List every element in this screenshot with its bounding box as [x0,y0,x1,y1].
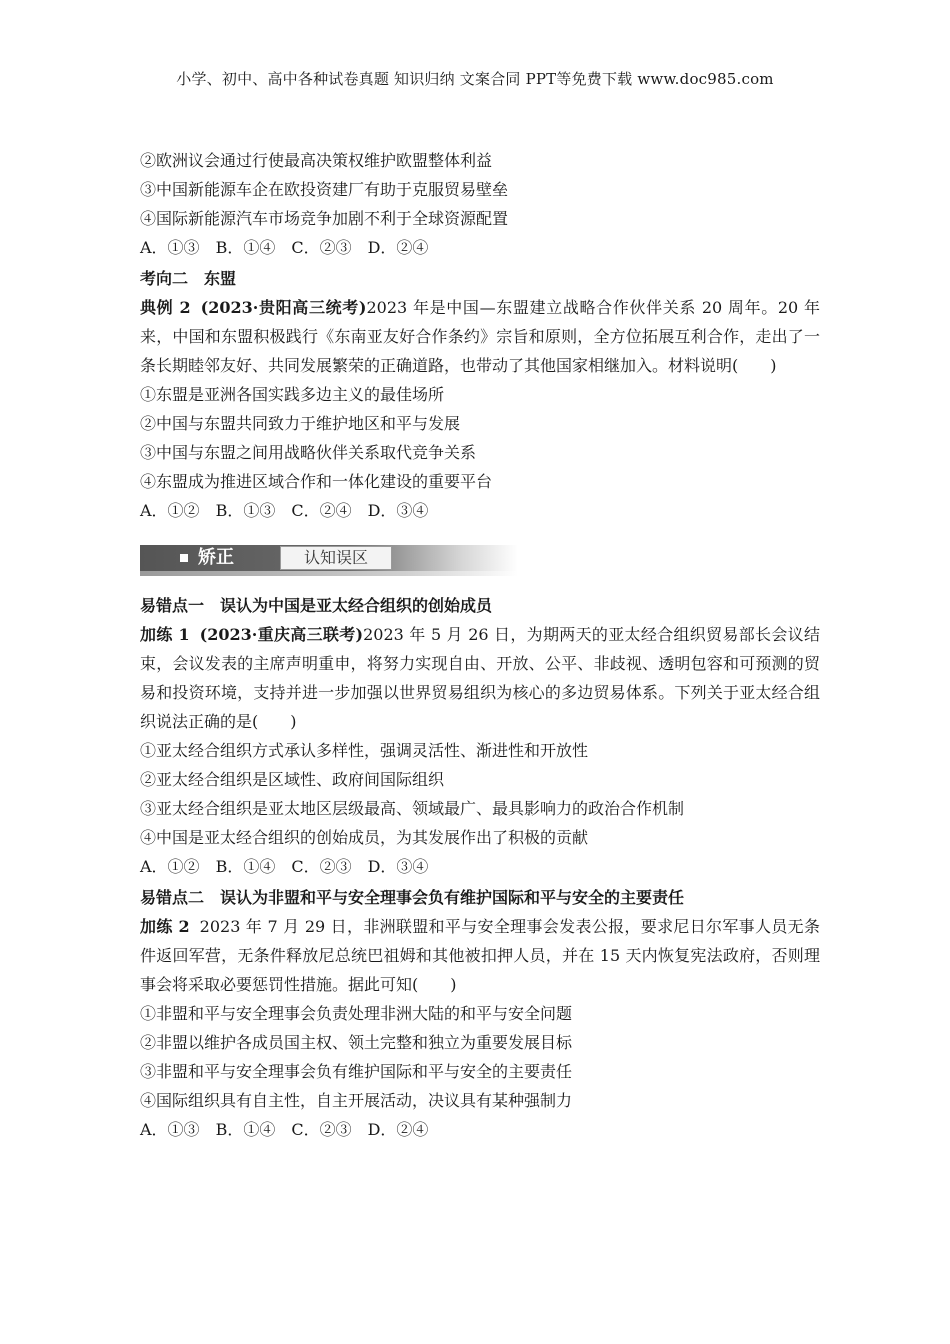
list-item: ③非盟和平与安全理事会负有维护国际和平与安全的主要责任 [140,1062,573,1081]
option-a: A．①③ [140,1120,200,1139]
list-item: ②非盟以维护各成员国主权、领土完整和独立为重要发展目标 [140,1033,573,1052]
banner-title: 矫正 [198,547,234,568]
answer-options [140,233,820,262]
option-b: B．①④ [215,1120,276,1139]
question-label: 典例 2 [140,298,191,317]
page-header: 小学、初中、高中各种试卷真题 知识归纳 文案合同 PPT等免费下载 www.doc985.com [176,70,774,88]
question-stem [140,912,820,999]
list-item: ①东盟是亚洲各国实践多边主义的最佳场所 [140,385,445,404]
question-stem [140,620,820,736]
answer-options [140,852,820,881]
option-d: D．③④ [367,501,429,520]
question-text: 2023 年 5 月 26 日，为期两天的亚太经合组织贸易部长会议结束，会议发表的主席声明重申，将努力实现自由、开放、公平、非歧视、透明包容和可预测的贸易和投资环境，支持并进一步加强以世界贸易组织为核心的多边贸易体系。下列关于亚太经合组织说法正确的是( ) [140,625,820,731]
list-item: ③中国新能源车企在欧投资建厂有助于克服贸易壁垒 [140,180,509,199]
square-bullet-icon [180,554,188,562]
banner-tab: 认知误区 [280,546,392,570]
answer-options [140,1115,820,1144]
option-c: C．②③ [291,238,352,257]
option-a: A．①③ [140,238,200,257]
question-text: 2023 年是中国—东盟建立战略合作伙伴关系 20 周年。20 年来，中国和东盟积极践行《东南亚友好合作条约》宗旨和原则，全方位拓展互利合作，走出了一条长期睦邻友好、共同发展繁荣的正确道路，也带动了其他国家相继加入。材料说明( ) [140,298,820,375]
list-item: ④东盟成为推进区域合作和一体化建设的重要平台 [140,472,493,491]
list-item: ④中国是亚太经合组织的创始成员，为其发展作出了积极的贡献 [140,828,589,847]
list-item: ②欧洲议会通过行使最高决策权维护欧盟整体利益 [140,151,493,170]
option-d: D．②④ [367,238,429,257]
list-item: ③中国与东盟之间用战略伙伴关系取代竞争关系 [140,443,477,462]
option-b: B．①④ [215,238,276,257]
option-c: C．②③ [291,857,352,876]
question-stem [140,293,820,380]
list-item: ④国际组织具有自主性，自主开展活动，决议具有某种强制力 [140,1091,573,1110]
option-a: A．①② [140,501,200,520]
question-text: 2023 年 7 月 29 日，非洲联盟和平与安全理事会发表公报，要求尼日尔军事人员无条件返回军营，无条件释放尼总统巴祖姆和其他被扣押人员，并在 15 天内恢复宪法政府，否则理事会将采取必要惩罚性措施。据此可知( ) [140,917,820,994]
option-d: D．②④ [367,1120,429,1139]
answer-options [140,496,820,525]
section-heading: 易错点一 误认为中国是亚太经合组织的创始成员 [140,596,493,615]
option-c: C．②③ [291,1120,352,1139]
question-source: (2023·重庆高三联考) [199,625,364,644]
option-b: B．①④ [215,857,276,876]
list-item: ①非盟和平与安全理事会负责处理非洲大陆的和平与安全问题 [140,1004,573,1023]
list-item: ②亚太经合组织是区域性、政府间国际组织 [140,770,445,789]
section-heading: 考向二 东盟 [140,269,237,288]
question-label: 加练 2 [140,917,190,936]
list-item: ②中国与东盟共同致力于维护地区和平与发展 [140,414,461,433]
list-item: ④国际新能源汽车市场竞争加剧不利于全球资源配置 [140,209,509,228]
document-body [140,146,820,1144]
question-label: 加练 1 [140,625,190,644]
section-banner [140,541,518,581]
banner-underline [140,571,518,576]
list-item: ③亚太经合组织是亚太地区层级最高、领域最广、最具影响力的政治合作机制 [140,799,685,818]
option-c: C．②④ [291,501,352,520]
option-b: B．①③ [215,501,276,520]
list-item: ①亚太经合组织方式承认多样性，强调灵活性、渐进性和开放性 [140,741,589,760]
option-a: A．①② [140,857,200,876]
question-source: (2023·贵阳高三统考) [200,298,367,317]
option-d: D．③④ [367,857,429,876]
section-heading: 易错点二 误认为非盟和平与安全理事会负有维护国际和平与安全的主要责任 [140,888,685,907]
